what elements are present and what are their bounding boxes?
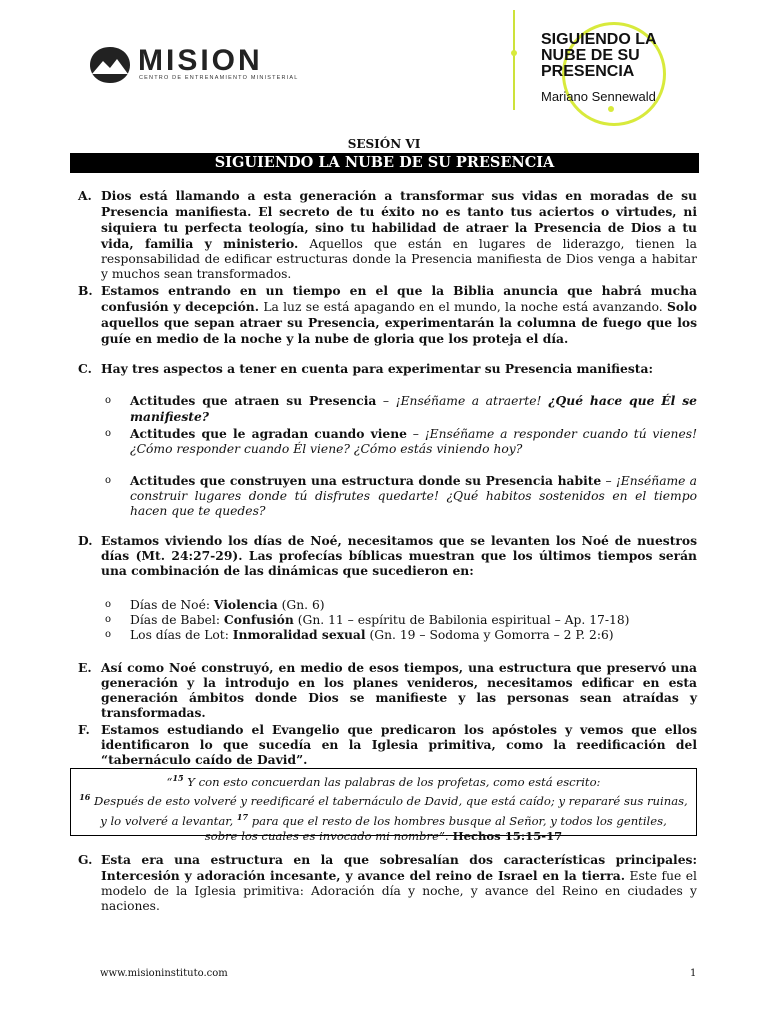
item-letter: B. bbox=[78, 283, 93, 298]
accent-line bbox=[513, 10, 515, 110]
bullet-item: Los días de Lot: Inmoralidad sexual (Gn. 19 – Sodoma y Gomorra – 2 P. 2:6) bbox=[130, 627, 614, 642]
paragraph-e: Así como Noé construyó, en medio de esos tiempos, una estructura que preservó una generación y la introdujo en los planes venideros, necesitamos edificar en esta generación ámbitos donde Dios se manifieste y las personas sean atraídas y transformadas. bbox=[101, 660, 697, 720]
bullet-marker: o bbox=[105, 475, 112, 486]
paragraph-f: Estamos estudiando el Evangelio que predicaron los apóstoles y vemos que ellos identificaron lo que sucedía en la Iglesia primitiva, como la reedificación del “tabernáculo caído de David”. bbox=[101, 722, 697, 767]
bullet-item: Actitudes que le agradan cuando viene – ¡Enséñame a responder cuando tú vienes! ¿Cómo responder cuando Él viene? ¿Cómo estás viniendo hoy? bbox=[130, 426, 698, 456]
paragraph-b: Estamos entrando en un tiempo en el que la Biblia anuncia que habrá mucha confusión y decepción. La luz se está apagando en el mundo, la noche está avanzando. Solo aquellos que sepan atraer su Presencia, experimentarán la columna de fuego que los guíe en medio de la noche y la nube de gloria que los proteja el día. bbox=[101, 283, 697, 346]
bullet-marker: o bbox=[105, 395, 112, 406]
page-title: SIGUIENDO LA NUBE DE SU PRESENCIA bbox=[70, 153, 699, 173]
item-letter: C. bbox=[78, 361, 92, 376]
mision-logo bbox=[88, 44, 299, 88]
accent-dot bbox=[608, 106, 614, 112]
paragraph-g: Esta era una estructura en la que sobresalían dos características principales: Intercesión y adoración incesante, y avance del reino de Israel en la tierra. Este fue el modelo de la Iglesia primitiva: Adoración día y noche, y avance del Reino en ciudades y naciones. bbox=[101, 852, 697, 913]
quote-reference: Hechos 15:15-17 bbox=[448, 829, 563, 844]
bullet-item: Actitudes que atraen su Presencia – ¡Enséñame a atraerte! ¿Qué hace que Él se manifieste? bbox=[130, 393, 698, 424]
brand-title: SIGUIENDO LA NUBE DE SU PRESENCIA bbox=[541, 31, 657, 80]
item-letter: F. bbox=[78, 722, 90, 737]
paragraph-c: Hay tres aspectos a tener en cuenta para experimentar su Presencia manifiesta: bbox=[101, 361, 653, 376]
bullet-item: Días de Noé: Violencia (Gn. 6) bbox=[130, 597, 325, 612]
paragraph-a: Dios está llamando a esta generación a transformar sus vidas en moradas de su Presencia manifiesta. El secreto de tu éxito no es tanto tus aciertos o virtudes, ni siquiera tu perfecta teología, sino tu habilidad de atraer la Presencia de Dios a tu vida, familia y ministerio. Aquellos que están en lugares de liderazgo, tienen la responsabilidad de edificar estructuras donde la Presencia manifiesta de Dios venga a habitar y muchos sean transformados. bbox=[101, 188, 697, 281]
item-letter: E. bbox=[78, 660, 92, 675]
mountain-logo-icon bbox=[88, 46, 132, 84]
item-letter: D. bbox=[78, 533, 93, 548]
brand-author: Mariano Sennewald bbox=[541, 89, 656, 104]
item-letter: A. bbox=[78, 188, 92, 203]
series-brand bbox=[510, 10, 710, 130]
bullet-marker: o bbox=[105, 599, 112, 610]
bullet-item: Actitudes que construyen una estructura donde su Presencia habite – ¡Enséñame a construir lugares donde tú disfrutes quedarte! ¿Qué habitos sostenidos en el tiempo hacen que te quedes? bbox=[130, 473, 698, 518]
logo-name: MISION bbox=[138, 44, 263, 77]
scripture-quote-box: “$^{15}$ Y con esto concuerdan las palabras de los profetas, como está escrito: $^{16}$ Después de esto volveré y reedificaré el tabernáculo de David, que está caído; y repararé sus ruinas, y lo volveré a levantar, $^{17}$ para que el resto de los hombres busque al Señor, y todos los gentiles, sobre los cuales es invocado mi nombre”. Hechos 15:15-17 bbox=[70, 768, 697, 836]
footer-url: www.misioninstituto.com bbox=[100, 968, 228, 979]
logo-subtitle: CENTRO DE ENTRENAMIENTO MINISTERIAL bbox=[139, 75, 299, 81]
bullet-item: Días de Babel: Confusión (Gn. 11 – espíritu de Babilonia espiritual – Ap. 17-18) bbox=[130, 612, 630, 627]
accent-dot bbox=[511, 50, 517, 56]
session-label: SESIÓN VI bbox=[347, 137, 421, 151]
bullet-marker: o bbox=[105, 629, 112, 640]
bullet-marker: o bbox=[105, 614, 112, 625]
paragraph-d: Estamos viviendo los días de Noé, necesitamos que se levanten los Noé de nuestros días (Mt. 24:27-29). Las profecías bíblicas muestran que los últimos tiempos serán una combinación de las dinámicas que sucedieron en: bbox=[101, 533, 697, 578]
item-letter: G. bbox=[78, 852, 93, 867]
page-number: 1 bbox=[690, 968, 697, 979]
bullet-marker: o bbox=[105, 428, 112, 439]
